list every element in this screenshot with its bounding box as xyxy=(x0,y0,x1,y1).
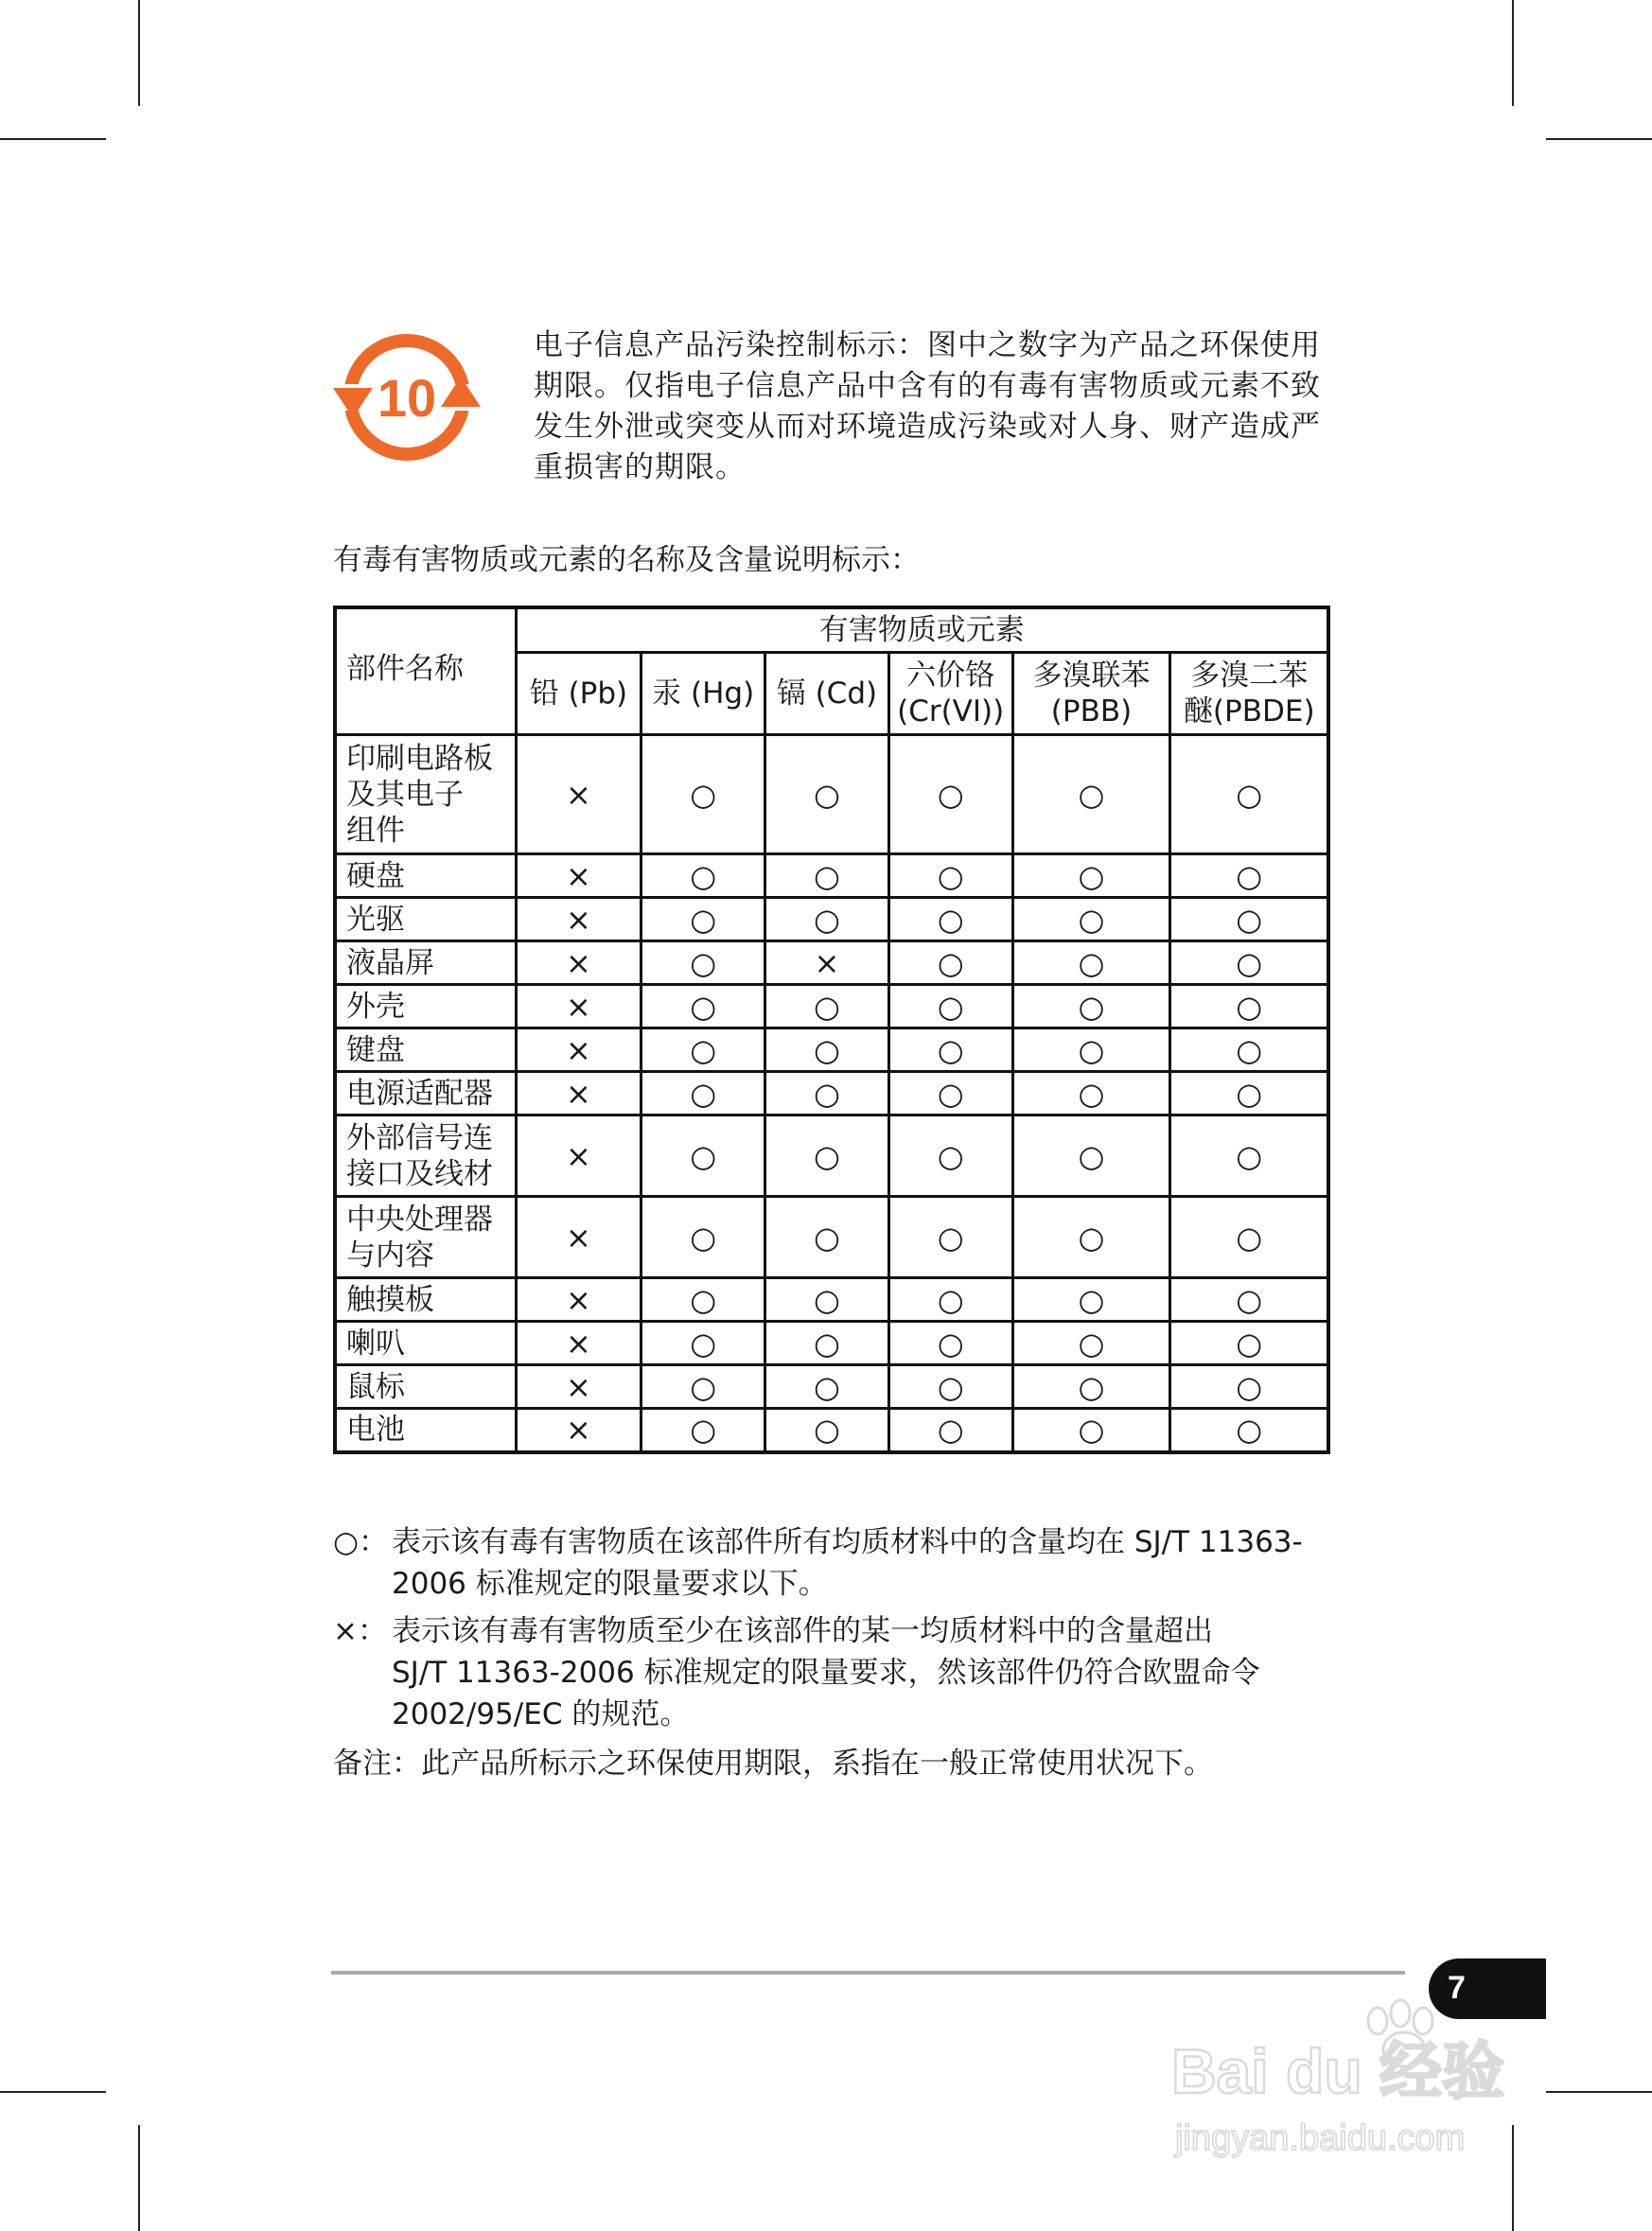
compliance-mark-cell: × xyxy=(516,1028,641,1072)
compliance-mark-cell: ○ xyxy=(641,1028,765,1072)
compliance-mark-cell: ○ xyxy=(1170,1072,1328,1116)
table-title: 有毒有害物质或元素的名称及含量说明标示： xyxy=(333,543,920,577)
legend-notes xyxy=(333,1521,1336,1784)
part-name-line: 中央处理器 xyxy=(346,1202,493,1237)
compliance-mark-cell: ○ xyxy=(1012,941,1170,985)
compliance-mark-cell: ○ xyxy=(1170,1278,1328,1322)
compliance-mark-cell: ○ xyxy=(765,985,889,1028)
substance-column-header xyxy=(888,653,1012,735)
compliance-mark-cell: ○ xyxy=(1170,1028,1328,1072)
note-line: 2006 标准规定的限量要求以下。 xyxy=(392,1567,828,1601)
baidu-watermark xyxy=(1171,1983,1550,2172)
compliance-mark-cell: ○ xyxy=(641,1116,765,1197)
watermark-brand: Bai du 经验 xyxy=(1171,2036,1505,2106)
column-header-line: 六价铬 xyxy=(906,659,995,693)
table-row xyxy=(335,1197,1328,1278)
intro-line: 期限。仅指电子信息产品中含有的有毒有害物质或元素不致 xyxy=(534,369,1321,403)
table-row xyxy=(335,1116,1328,1197)
compliance-mark-cell: ○ xyxy=(765,1116,889,1197)
note-line: SJ/T 11363-2006 标准规定的限量要求，然该部件仍符合欧盟命令 xyxy=(392,1656,1260,1690)
compliance-mark-cell: ○ xyxy=(888,985,1012,1028)
compliance-mark-cell: ○ xyxy=(1170,854,1328,898)
intro-line: 发生外泄或突变从而对环境造成污染或对人身、财产造成严 xyxy=(534,410,1321,444)
part-name-line: 硬盘 xyxy=(346,858,405,893)
circle-note-symbol: ○： xyxy=(333,1525,389,1559)
compliance-mark-cell: × xyxy=(516,941,641,985)
part-name-line: 外部信号连 xyxy=(346,1120,493,1155)
crop-mark xyxy=(0,138,106,140)
part-name-cell xyxy=(335,1278,516,1322)
compliance-mark-cell: × xyxy=(765,941,889,985)
compliance-mark-cell: ○ xyxy=(1012,1278,1170,1322)
compliance-mark-cell: ○ xyxy=(1170,1365,1328,1409)
compliance-mark-cell: × xyxy=(516,985,641,1028)
table-row xyxy=(335,1028,1328,1072)
part-name-line: 印刷电路板 xyxy=(346,741,493,776)
compliance-mark-cell: ○ xyxy=(1012,985,1170,1028)
compliance-mark-cell: ○ xyxy=(1012,1028,1170,1072)
compliance-mark-cell: ○ xyxy=(888,1072,1012,1116)
table-row xyxy=(335,898,1328,941)
compliance-mark-cell: ○ xyxy=(1170,1322,1328,1365)
compliance-mark-cell: ○ xyxy=(765,1278,889,1322)
part-name-cell xyxy=(335,898,516,941)
substance-column-header xyxy=(1012,653,1170,735)
compliance-mark-cell: ○ xyxy=(765,1409,889,1452)
compliance-mark-cell: ○ xyxy=(765,898,889,941)
compliance-mark-cell: ○ xyxy=(1170,1116,1328,1197)
part-name-line: 液晶屏 xyxy=(346,945,434,980)
compliance-mark-cell: ○ xyxy=(1012,735,1170,854)
compliance-mark-cell: × xyxy=(516,1409,641,1452)
compliance-mark-cell: ○ xyxy=(641,898,765,941)
part-name-line: 光驱 xyxy=(346,902,405,937)
compliance-mark-cell: ○ xyxy=(1170,1409,1328,1452)
crop-mark xyxy=(1546,2091,1652,2093)
table-row xyxy=(335,1278,1328,1322)
compliance-mark-cell: × xyxy=(516,1278,641,1322)
part-name-cell xyxy=(335,1116,516,1197)
compliance-mark-cell: × xyxy=(516,1365,641,1409)
compliance-mark-cell: ○ xyxy=(765,1322,889,1365)
compliance-mark-cell: × xyxy=(516,1072,641,1116)
crop-mark xyxy=(138,0,140,106)
compliance-mark-cell: ○ xyxy=(641,735,765,854)
compliance-mark-cell: ○ xyxy=(641,1072,765,1116)
compliance-mark-cell: ○ xyxy=(888,854,1012,898)
cross-note-symbol: ×： xyxy=(333,1614,387,1648)
compliance-mark-cell: × xyxy=(516,898,641,941)
compliance-mark-cell: ○ xyxy=(765,1365,889,1409)
column-header-line: 多溴联苯 xyxy=(1032,659,1151,693)
part-name-line: 接口及线材 xyxy=(346,1156,493,1191)
compliance-mark-cell: ○ xyxy=(1012,1322,1170,1365)
compliance-mark-cell: ○ xyxy=(1170,1197,1328,1278)
substance-column-header xyxy=(516,653,641,735)
compliance-mark-cell: ○ xyxy=(888,1409,1012,1452)
compliance-mark-cell: ○ xyxy=(888,1322,1012,1365)
compliance-mark-cell: ○ xyxy=(765,1028,889,1072)
part-name-cell xyxy=(335,735,516,854)
part-name-line: 电源适配器 xyxy=(346,1076,493,1111)
table-row xyxy=(335,1365,1328,1409)
compliance-mark-cell: ○ xyxy=(765,735,889,854)
note-line: 表示该有毒有害物质至少在该部件的某一均质材料中的含量超出 xyxy=(392,1614,1213,1648)
part-name-line: 及其电子 xyxy=(346,777,464,812)
compliance-mark-cell: ○ xyxy=(641,1409,765,1452)
part-name-line: 与内容 xyxy=(346,1238,434,1273)
table-row xyxy=(335,735,1328,854)
watermark-url: jingyan.baidu.com xyxy=(1175,2118,1466,2158)
part-name-line: 组件 xyxy=(346,813,405,848)
column-header-line: 汞 (Hg) xyxy=(652,676,755,711)
compliance-mark-cell: ○ xyxy=(1012,1365,1170,1409)
part-name-line: 鼠标 xyxy=(346,1369,405,1404)
compliance-mark-cell: ○ xyxy=(765,854,889,898)
compliance-mark-cell: ○ xyxy=(765,1197,889,1278)
substance-column-header xyxy=(641,653,765,735)
part-name-cell xyxy=(335,1072,516,1116)
compliance-mark-cell: ○ xyxy=(888,898,1012,941)
crop-mark xyxy=(138,2125,140,2231)
compliance-mark-cell: ○ xyxy=(888,1028,1012,1072)
column-header-line: (Cr(VI)) xyxy=(897,694,1005,729)
column-header-line: 铅 (Pb) xyxy=(529,676,628,711)
compliance-mark-cell: ○ xyxy=(641,1197,765,1278)
hazardous-substances-table xyxy=(333,606,1330,1454)
compliance-mark-cell: ○ xyxy=(765,1072,889,1116)
logo-number: 10 xyxy=(377,368,437,428)
note-line: 表示该有毒有害物质在该部件所有均质材料中的含量均在 SJ/T 11363- xyxy=(392,1525,1303,1559)
intro-line: 重损害的期限。 xyxy=(534,450,746,484)
compliance-mark-cell: × xyxy=(516,1116,641,1197)
part-name-line: 外壳 xyxy=(346,989,405,1024)
compliance-mark-cell: ○ xyxy=(1170,985,1328,1028)
compliance-mark-cell: ○ xyxy=(888,1116,1012,1197)
compliance-mark-cell: ○ xyxy=(1012,1072,1170,1116)
compliance-mark-cell: ○ xyxy=(888,1278,1012,1322)
compliance-mark-cell: ○ xyxy=(641,1365,765,1409)
column-header-line: 醚(PBDE) xyxy=(1183,694,1315,729)
part-name-line: 键盘 xyxy=(346,1032,405,1067)
column-header-line: 多溴二苯 xyxy=(1190,659,1309,693)
column-header-line: (PBB) xyxy=(1050,694,1133,729)
compliance-mark-cell: ○ xyxy=(888,941,1012,985)
crop-mark xyxy=(1546,138,1652,140)
part-name-cell xyxy=(335,1365,516,1409)
crop-mark xyxy=(0,2091,106,2093)
intro-paragraph xyxy=(534,325,1330,488)
compliance-mark-cell: ○ xyxy=(641,985,765,1028)
table-row xyxy=(335,854,1328,898)
compliance-mark-cell: × xyxy=(516,735,641,854)
table-row xyxy=(335,941,1328,985)
footer-rule xyxy=(331,1971,1405,1975)
epup-logo-icon xyxy=(331,331,483,464)
part-name-header: 部件名称 xyxy=(335,607,516,735)
compliance-mark-cell: ○ xyxy=(888,735,1012,854)
page-number: 7 xyxy=(1448,1970,1466,2006)
table-row xyxy=(335,985,1328,1028)
column-header-line: 镉 (Cd) xyxy=(776,676,878,711)
compliance-mark-cell: ○ xyxy=(641,1322,765,1365)
compliance-mark-cell: ○ xyxy=(641,941,765,985)
note-line: 2002/95/EC 的规范。 xyxy=(392,1697,690,1731)
compliance-mark-cell: ○ xyxy=(1170,898,1328,941)
part-name-cell xyxy=(335,985,516,1028)
compliance-mark-cell: ○ xyxy=(1012,1116,1170,1197)
remark-note: 备注：此产品所标示之环保使用期限，系指在一般正常使用状况下。 xyxy=(333,1747,1213,1781)
compliance-mark-cell: ○ xyxy=(1012,854,1170,898)
compliance-mark-cell: ○ xyxy=(1012,1409,1170,1452)
substances-group-header: 有害物质或元素 xyxy=(516,607,1328,653)
part-name-cell xyxy=(335,1028,516,1072)
substance-column-header xyxy=(765,653,889,735)
compliance-mark-cell: ○ xyxy=(1012,898,1170,941)
part-name-line: 喇叭 xyxy=(346,1326,405,1361)
compliance-mark-cell: ○ xyxy=(641,854,765,898)
compliance-mark-cell: × xyxy=(516,1322,641,1365)
part-name-cell xyxy=(335,1197,516,1278)
part-name-cell xyxy=(335,1322,516,1365)
part-name-cell xyxy=(335,854,516,898)
table-row xyxy=(335,1322,1328,1365)
table-row xyxy=(335,1409,1328,1452)
crop-mark xyxy=(1512,0,1514,106)
part-name-cell xyxy=(335,941,516,985)
table-row xyxy=(335,1072,1328,1116)
compliance-mark-cell: × xyxy=(516,1197,641,1278)
circle-note xyxy=(333,1521,1336,1605)
substance-column-header xyxy=(1170,653,1328,735)
compliance-mark-cell: ○ xyxy=(1012,1197,1170,1278)
part-name-line: 电池 xyxy=(346,1413,405,1448)
intro-line: 电子信息产品污染控制标示：图中之数字为产品之环保使用 xyxy=(534,328,1321,362)
part-name-line: 触摸板 xyxy=(346,1282,434,1317)
compliance-mark-cell: × xyxy=(516,854,641,898)
compliance-mark-cell: ○ xyxy=(888,1365,1012,1409)
compliance-mark-cell: ○ xyxy=(1170,735,1328,854)
compliance-mark-cell: ○ xyxy=(888,1197,1012,1278)
compliance-mark-cell: ○ xyxy=(641,1278,765,1322)
part-name-cell xyxy=(335,1409,516,1452)
compliance-mark-cell: ○ xyxy=(1170,941,1328,985)
cross-note xyxy=(333,1610,1336,1735)
